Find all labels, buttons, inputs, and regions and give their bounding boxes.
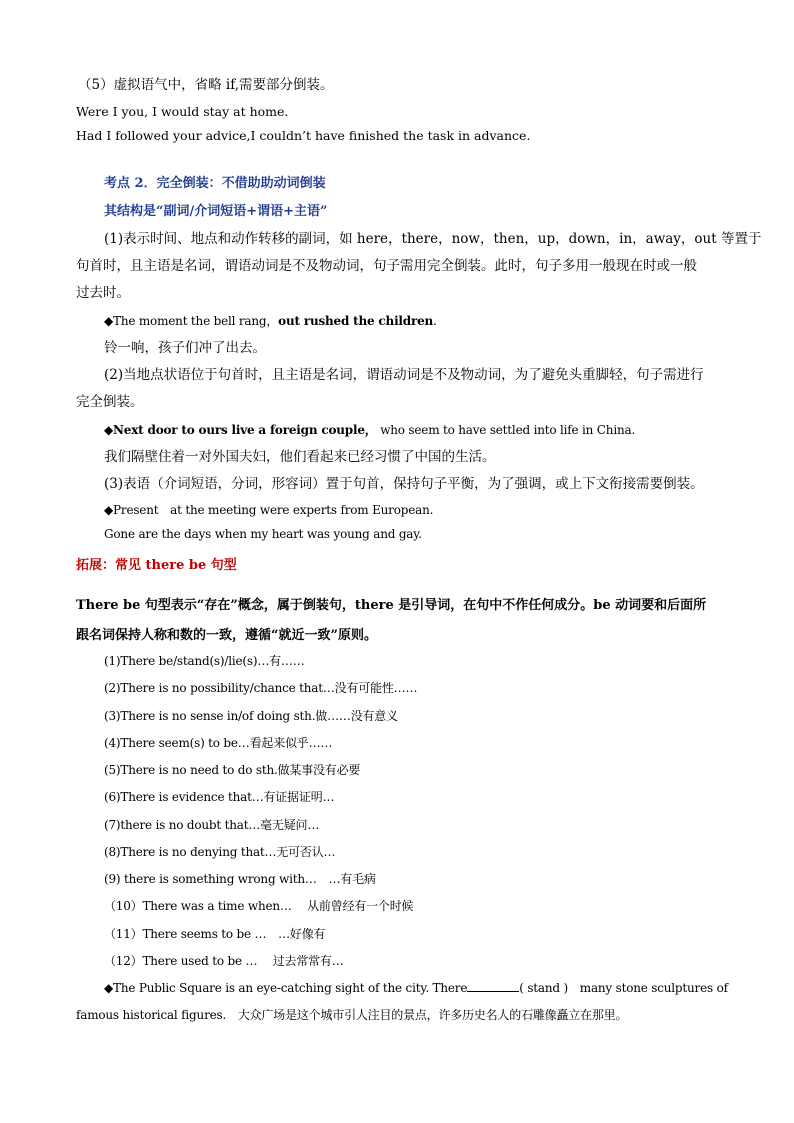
list-item: (8)There is no denying that…无可否认… bbox=[104, 845, 336, 859]
example-sentence bbox=[104, 312, 437, 330]
rule-paragraph: (3)表语（介词短语，分词，形容词）置于句首，保持句子平衡，为了强调，或上下文衔接需要倒装。 bbox=[104, 476, 704, 492]
example-emphasis: out rushed the children bbox=[278, 314, 434, 328]
example-translation: 铃一响，孩子们冲了出去。 bbox=[104, 340, 266, 356]
extension-paragraph: 跟名词保持人称和数的一致，遵循“就近一致”原则。 bbox=[76, 628, 377, 643]
subjunctive-inversion-rule: （5）虚拟语气中，省略 if,需要部分倒装。 bbox=[78, 77, 334, 93]
list-item: (4)There seem(s) to be…看起来似乎…… bbox=[104, 736, 333, 750]
list-item: （11）There seems to be … …好像有 bbox=[104, 927, 326, 941]
example-emphasis: ◆Next door to ours live a foreign couple， bbox=[104, 423, 377, 437]
example-text: . bbox=[433, 314, 437, 328]
list-item: (9) there is something wrong with… …有毛病 bbox=[104, 872, 376, 886]
example-sentence: Had I followed your advice,I couldn’t have finished the task in advance. bbox=[76, 128, 531, 143]
rule-paragraph: 句首时，且主语是名词，谓语动词是不及物动词，句子需用完全倒装。此时，句子多用一般现在时或一般 bbox=[76, 258, 697, 274]
exercise-translation: famous historical figures. 大众广场是这个城市引人注目的景点，许多历史名人的石雕像矗立在那里。 bbox=[76, 1008, 628, 1022]
list-item: (7)there is no doubt that…毫无疑问… bbox=[104, 818, 320, 832]
list-item: （12）There used to be … 过去常常有… bbox=[104, 954, 344, 968]
example-translation: 我们隔壁住着一对外国夫妇，他们看起来已经习惯了中国的生活。 bbox=[104, 449, 496, 465]
answer-blank[interactable] bbox=[467, 979, 519, 992]
list-item: (2)There is no possibility/chance that…没有可能性…… bbox=[104, 681, 418, 695]
rule-paragraph: (1)表示时间、地点和动作转移的副词，如 here，there，now，then，up，down，in，away，out 等置于 bbox=[104, 231, 762, 247]
rule-paragraph: 过去时。 bbox=[76, 285, 130, 301]
exercise-text: ( stand ) many stone sculptures of bbox=[519, 981, 728, 995]
section-structure: 其结构是“副词/介词短语+谓语+主语” bbox=[104, 204, 328, 219]
section-title: 考点 2．完全倒装：不借助助动词倒装 bbox=[104, 176, 326, 191]
list-item: （10）There was a time when… 从前曾经有一个时候 bbox=[104, 899, 414, 913]
example-text: who seem to have settled into life in China. bbox=[376, 423, 636, 437]
exercise-sentence bbox=[104, 979, 728, 997]
extension-title: 拓展：常见 there be 句型 bbox=[76, 558, 237, 573]
example-sentence bbox=[104, 421, 635, 439]
extension-paragraph: There be 句型表示“存在”概念，属于倒装句，there 是引导词，在句中不作任何成分。be 动词要和后面所 bbox=[76, 598, 707, 613]
rule-paragraph: (2)当地点状语位于句首时，且主语是名词，谓语动词是不及物动词，为了避免头重脚轻，句子需进行 bbox=[104, 367, 704, 383]
example-sentence: Gone are the days when my heart was young and gay. bbox=[104, 527, 422, 541]
example-sentence: ◆Present at the meeting were experts from European. bbox=[104, 503, 434, 517]
list-item: (6)There is evidence that…有证据证明… bbox=[104, 790, 335, 804]
rule-paragraph: 完全倒装。 bbox=[76, 394, 144, 410]
list-item: (3)There is no sense in/of doing sth.做……没有意义 bbox=[104, 709, 398, 723]
list-item: (5)There is no need to do sth.做某事没有必要 bbox=[104, 763, 361, 777]
exercise-text: ◆The Public Square is an eye-catching sight of the city. There bbox=[104, 981, 468, 995]
list-item: (1)There be/stand(s)/lie(s)…有…… bbox=[104, 654, 305, 668]
example-text: ◆The moment the bell rang， bbox=[104, 314, 279, 328]
example-sentence: Were I you, I would stay at home. bbox=[76, 104, 289, 119]
